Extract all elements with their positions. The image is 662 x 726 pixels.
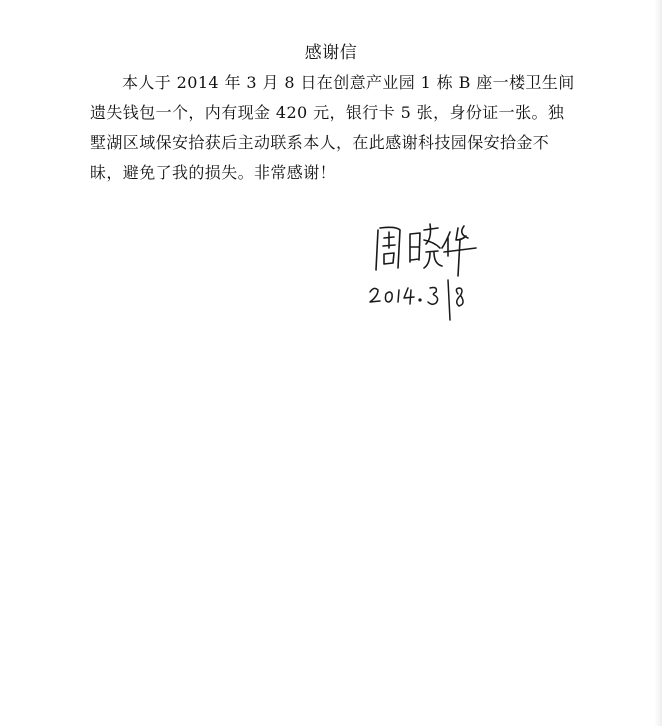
scan-edge — [654, 0, 662, 726]
letter-body — [90, 68, 580, 188]
handwritten-signature-name — [372, 218, 482, 278]
letter-title: 感谢信 — [304, 43, 358, 63]
letter-line-3: 墅湖区域保安拾获后主动联系本人，在此感谢科技园保安拾金不 — [90, 133, 550, 152]
handwritten-signature-date — [362, 276, 482, 324]
letter-line-2: 遗失钱包一个，内有现金 420 元，银行卡 5 张，身份证一张。独 — [90, 103, 565, 122]
letter-line-4: 昧，避免了我的损失。非常感谢！ — [90, 163, 337, 182]
letter-line-1: 本人于 2014 年 3 月 8 日在创意产业园 1 栋 B 座一楼卫生间 — [122, 73, 575, 92]
